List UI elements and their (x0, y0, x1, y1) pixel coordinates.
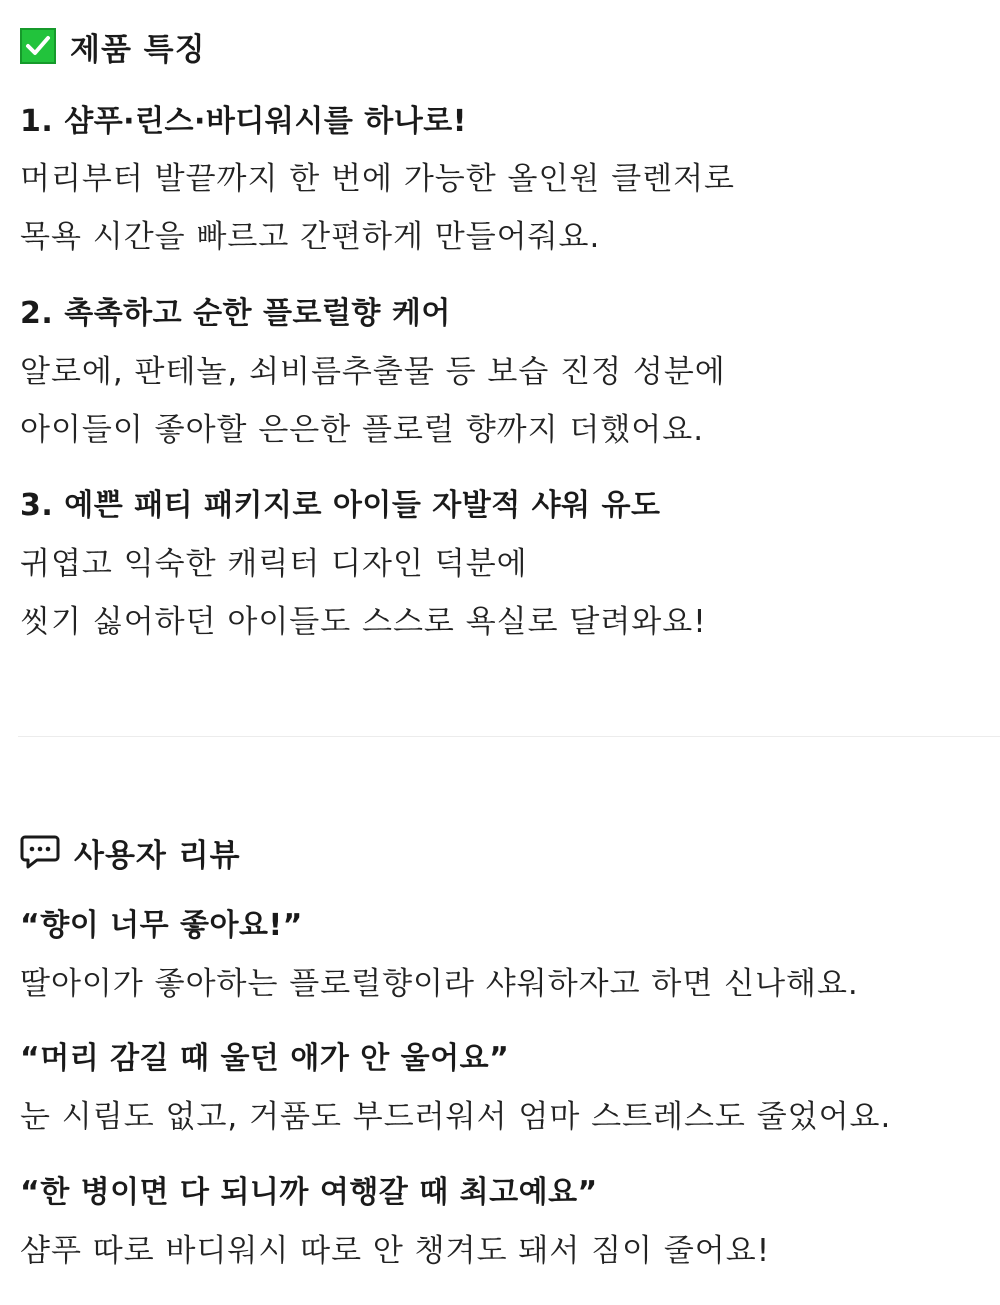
reviews-header (20, 832, 241, 872)
feature-line-2-2: 아이들이 좋아할 은은한 플로럴 향까지 더했어요. (20, 412, 705, 448)
feature-line-3-2: 씻기 싫어하던 아이들도 스스로 욕실로 달려와요! (20, 604, 707, 640)
feature-heading-1: 1. 샴푸·린스·바디워시를 하나로! (20, 104, 467, 139)
review-text-2: 눈 시림도 없고, 거품도 부드러워서 엄마 스트레스도 줄었어요. (20, 1099, 892, 1135)
review-quote-3: “한 병이면 다 되니까 여행갈 때 최고예요” (20, 1175, 598, 1210)
features-header (20, 26, 206, 66)
review-quote-1: “향이 너무 좋아요!” (20, 908, 303, 943)
feature-line-2-1: 알로에, 판테놀, 쇠비름추출물 등 보습 진정 성분에 (20, 354, 726, 390)
reviews-title: 사용자 리뷰 (74, 837, 241, 874)
section-divider (18, 736, 1000, 737)
review-text-1: 딸아이가 좋아하는 플로럴향이라 샤워하자고 하면 신나해요. (20, 966, 859, 1002)
feature-heading-2: 2. 촉촉하고 순한 플로럴향 케어 (20, 296, 451, 331)
review-quote-2: “머리 감길 때 울던 애가 안 울어요” (20, 1041, 510, 1076)
review-text-3: 샴푸 따로 바디워시 따로 안 챙겨도 돼서 짐이 줄어요! (20, 1233, 771, 1269)
feature-line-1-1: 머리부터 발끝까지 한 번에 가능한 올인원 클렌저로 (20, 161, 735, 197)
features-title: 제품 특징 (70, 31, 206, 68)
feature-line-1-2: 목욕 시간을 빠르고 간편하게 만들어줘요. (20, 219, 601, 255)
feature-line-3-1: 귀엽고 익숙한 캐릭터 디자인 덕분에 (20, 546, 528, 582)
check-mark-button-icon (20, 28, 56, 64)
feature-heading-3: 3. 예쁜 패티 패키지로 아이들 자발적 샤워 유도 (20, 488, 661, 523)
speech-bubble-icon (20, 833, 60, 871)
